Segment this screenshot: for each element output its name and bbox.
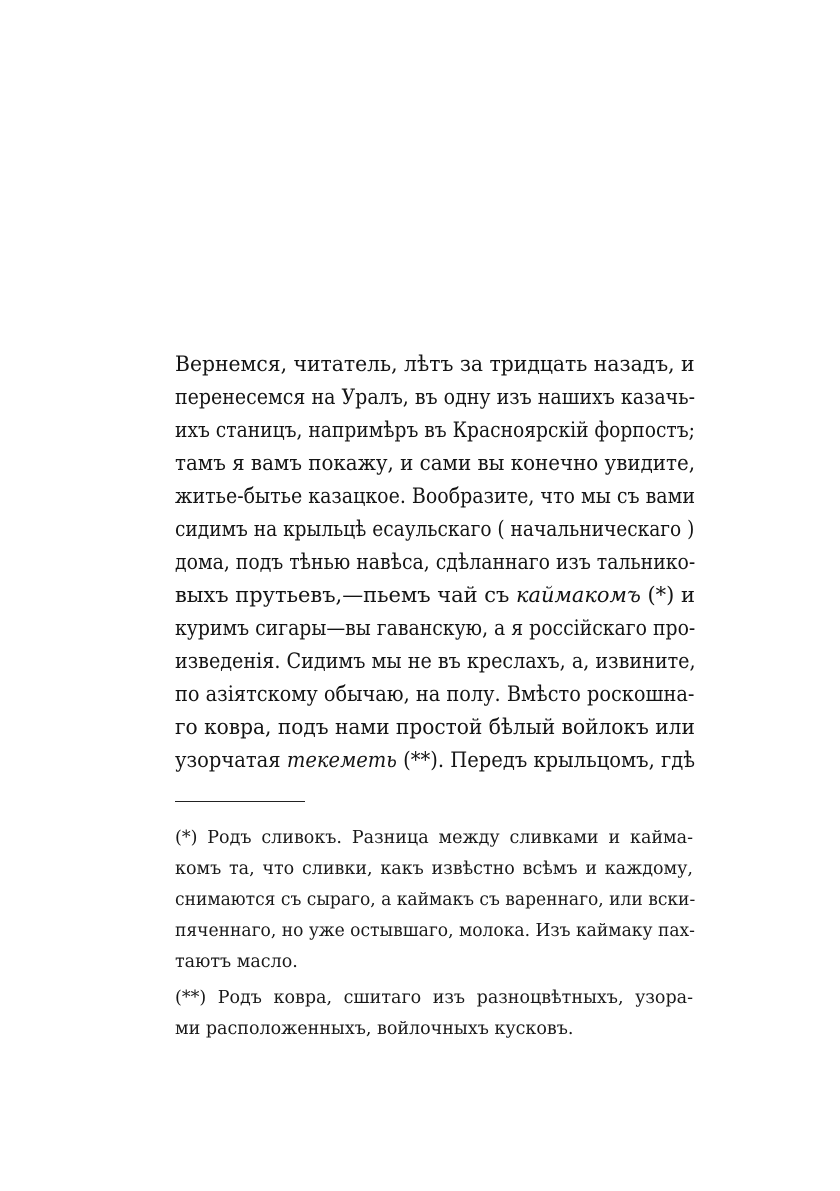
text-line (175, 748, 695, 772)
footnote-2-line: ми расположенныхъ, войлочныхъ кусковъ. (175, 1019, 574, 1039)
text-line: житье-бытье казацкое. Вообразите, что мы съ вами (175, 484, 696, 508)
text-line: Вернемся, читатель, лѣтъ за тридцать назадъ, и (175, 352, 695, 376)
text-line: перенесемся на Уралъ, въ одну изъ нашихъ казачь- (175, 385, 695, 409)
footnote-ref: (*) и (640, 583, 695, 607)
footnote-ref: (**). Передъ крыльцомъ, гдѣ (396, 748, 695, 772)
footnote-1-line: снимаются съ сыраго, а каймакъ съ вареннаго, или вски- (175, 890, 696, 910)
text-line: изведенія. Сидимъ мы не въ креслахъ, а, извините, (175, 649, 696, 673)
footnote-1-line: таютъ масло. (175, 952, 298, 972)
italic-term: текеметь (286, 748, 397, 772)
text-line: сидимъ на крыльцѣ есаульскаго ( начальническаго ) (175, 517, 695, 541)
text-line: куримъ сигары—вы гаванскую, а я россійскаго про- (175, 616, 696, 640)
text-line: го ковра, подъ нами простой бѣлый войлокъ или (175, 715, 695, 739)
italic-term: каймакомъ (515, 583, 641, 607)
text-segment: выхъ прутьевъ,—пьемъ чай съ (175, 583, 510, 607)
footnote-1-line: (*) Родъ сливокъ. Разница между сливками и кайма- (175, 828, 693, 848)
text-line: тамъ я вамъ покажу, и сами вы конечно увидите, (175, 451, 695, 475)
footnote-1-line: пяченнаго, но уже остывшаго, молока. Изъ каймаку пах- (175, 921, 695, 941)
text-line: дома, подъ тѣнью навѣса, сдѣланнаго изъ тальнико- (175, 550, 696, 574)
footnote-divider (175, 801, 305, 802)
text-line (175, 583, 694, 607)
text-line: по азіятскому обычаю, на полу. Вмѣсто роскошна- (175, 682, 695, 706)
footnote-1-line: комъ та, что сливки, какъ извѣстно всѣмъ и каждому, (175, 859, 693, 879)
text-segment: узорчатая (175, 748, 281, 772)
footnote-2-line: (**) Родъ ковра, сшитаго изъ разноцвѣтныхъ, узора- (175, 988, 693, 1008)
text-line: ихъ станицъ, напримѣръ въ Красноярскій форпостъ; (175, 418, 695, 442)
